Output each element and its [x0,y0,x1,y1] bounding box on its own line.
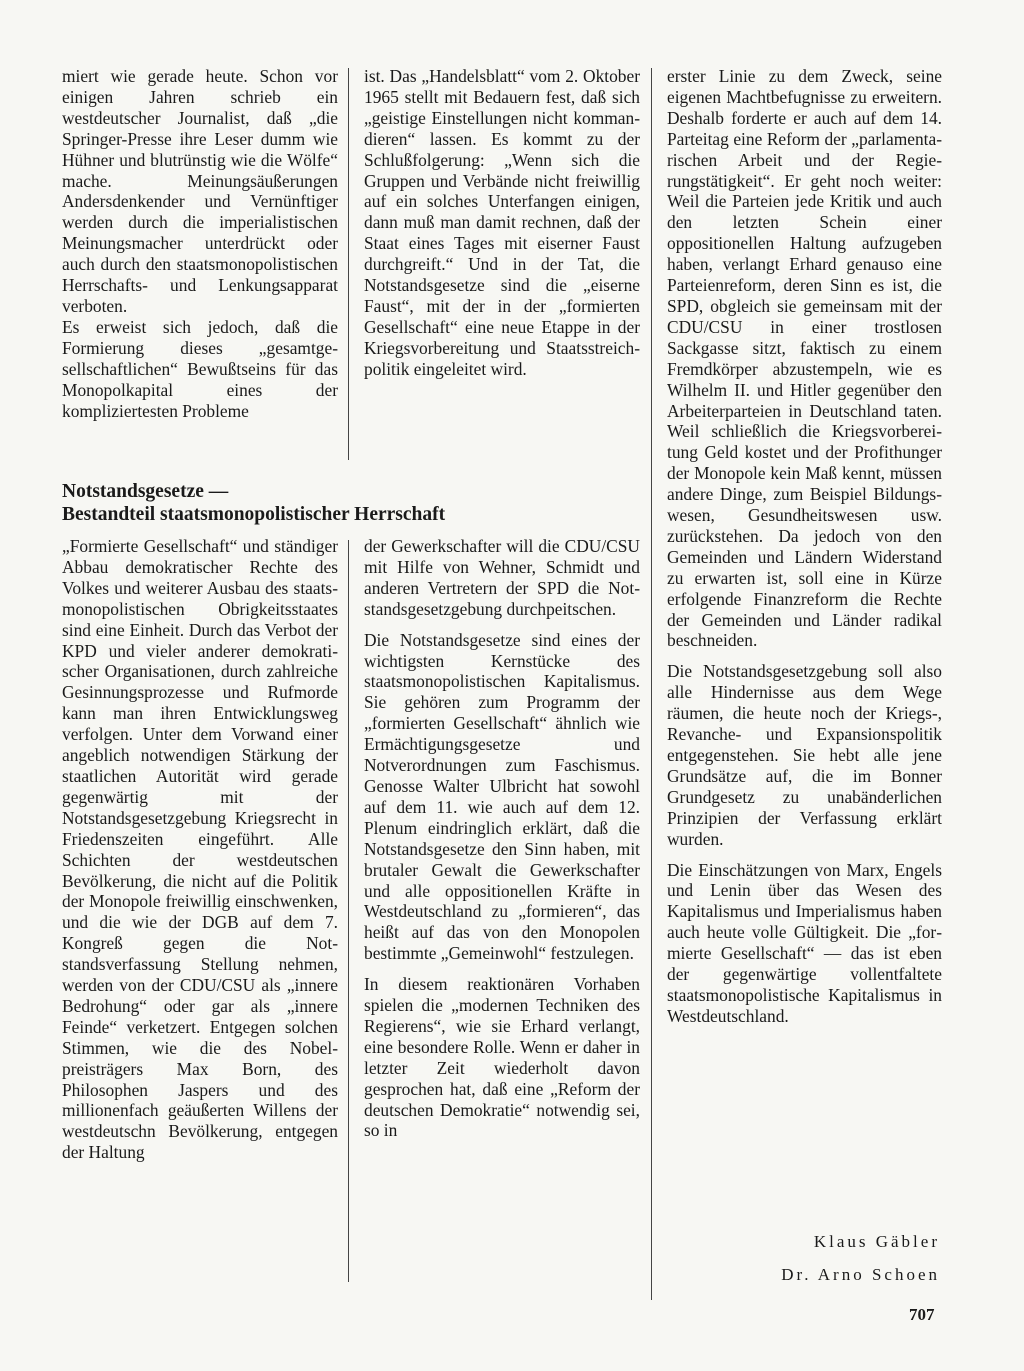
paragraph: Die Notstandsgesetzgebung soll also alle Hindernisse aus dem Wege räumen, die heute noch der Kriegs-, Revanche- und Expansionspolitik entgegenstehen. Sie hebt alle jene Grundsätze auf, die im Bonner Grundgesetz zu unabänderlichen Prinzipien der Verfassung erklärt wurden. [667,661,942,849]
paragraph: Die Einschätzungen von Marx, Engels und Lenin über das Wesen des Kapitalismus und Imperialismus haben auch heute volle Gültigkeit. Die „formierte Gesellschaft“ — das ist eben der gegenwärtige vollentfaltete staatsmonopolistische Kapitalismus in Westdeutschland. [667,859,942,1026]
paragraph: Die Notstandsgesetze sind eines der wichtigsten Kernstücke des staatsmonopolistischen Kapitalismus. Sie gehören zum Programm der „formierten Gesellschaft“ ähnlich wie Ermächtigungsgesetze und Notverordnungen zum Faschismus. Genosse Walter Ulbricht hat sowohl auf dem 11. wie auch auf dem 12. Plenum eindringlich erklärt, daß die Notstandsgesetze den Sinn haben, mit brutaler Gewalt die Gewerkschafter und alle oppositionellen Kräfte in Westdeutschland zu „formieren“, das heißt auf das von den Monopolen bestimmte „Gemeinwohl“ festzulegen. [364,629,640,964]
author-name: Dr. Arno Schoen [781,1265,940,1284]
column-divider [348,68,349,460]
paragraph: miert wie gerade heute. Schon vor einigen Jahren schrieb ein westdeutscher Journalist, daß „die Springer-Presse ihre Leser dumm wie Hühner und blutrünstig wie die Wölfe“ mache. Meinungsäußerungen Andersdenkender und Vernünftiger werden durch die imperialistischen Meinungsmacher unterdrückt oder auch durch den staatsmonopolistischen Herrschafts- und Lenkungsapparat verboten. [62,66,338,316]
section-heading [62,480,622,526]
column-1-top [62,66,338,421]
column-1-bottom [62,536,338,1163]
column-2-top [364,66,640,380]
paragraph: „Formierte Gesellschaft“ und ständiger Abbau demokratischer Rechte des Volkes und weiterer Ausbau des staatsmonopolistischen Obrigkeitsstaates sind eine Einheit. Durch das Verbot der KPD und vieler anderer demokratischer Organisationen, durch zahlreiche Gesinnungsprozesse und Rufmorde kann man ihren Entwicklungsweg verfolgen. Unter dem Vorwand einer angeblich notwendigen Stärkung der staatlichen Autorität wird gerade gegenwärtig mit der Notstandsgesetzgebung Kriegsrecht in Friedenszeiten eingeführt. Alle Schichten der westdeutschen Bevölkerung, die nicht auf die Politik der Monopole freiwillig einschwenken, und die wie der DGB auf dem 7. Kongreß gegen die Notstandsverfassung Stellung nehmen, werden von der CDU/CSU als „innere Bedrohung“ oder gar als „innere Feinde“ verketzert. Entgegen solchen Stimmen, wie die des Nobelpreisträgers Max Born, des Philosophen Jaspers und des millionenfach geäußerten Willens der westdeutschn Bevölkerung, entgegen der Haltung [62,536,338,1163]
column-2-bottom [364,536,640,1141]
heading-line-1: Notstandsgesetze — [62,481,229,502]
page-number: 707 [909,1305,935,1324]
heading-line-2: Bestandteil staatsmonopolistischer Herrschaft [62,504,446,525]
paragraph: Es erweist sich jedoch, daß die Formierung dieses „gesamtgesellschaftlichen“ Bewußtseins für das Monopolkapital eines der kompliziertesten Probleme [62,316,338,421]
column-3 [667,66,942,1027]
paragraph: der Gewerkschafter will die CDU/CSU mit Hilfe von Wehner, Schmidt und anderen Vertretern der SPD die Notstandsgesetzgebung durchpeitschen. [364,536,640,619]
author-name: Klaus Gäbler [813,1232,940,1251]
paragraph: ist. Das „Handelsblatt“ vom 2. Oktober 1965 stellt mit Bedauern fest, daß sich „geistige Einstellungen nicht kommandieren“ lassen. Es kommt zu der Schlußfolgerung: „Wenn sich die Gruppen und Verbände nicht freiwillig auf ein solches Unterfangen einigen, dann muß man damit rechnen, daß der Staat eines Tages mit eiserner Faust durchgreift.“ Und in der Tat, die Notstandsgesetze sind die „eiserne Faust“, mit der in der „formierten Gesellschaft“ eine neue Etappe in der Kriegsvorbereitung und Staatsstreichpolitik eingeleitet wird. [364,66,640,379]
column-divider [348,540,349,1282]
paragraph: In diesem reaktionären Vorhaben spielen die „modernen Techniken des Regierens“, wie sie Erhard verlangt, eine besondere Rolle. Wenn er daher in letzter Zeit wiederholt davon gesprochen hat, daß eine „Reform der deutschen Demokratie“ notwendig sei, so in [364,974,640,1141]
column-divider [651,68,652,1300]
paragraph: erster Linie zu dem Zweck, seine eigenen Machtbefugnisse zu erweitern. Deshalb forderte er auch auf dem 14. Parteitag eine Reform der „parlamentarischen Arbeit und der Regierungstätigkeit“. Er geht noch weiter: Weil die Parteien jede Kritik und auch den letzten Schein einer oppositionellen Haltung aufzugeben haben, verlangt Erhard genauso eine Parteienreform, deren Sinn es ist, die SPD, obgleich sie gemeinsam mit der CDU/CSU in einer trostlosen Sackgasse sitzt, faktisch zu einem Fremdkörper abzustempeln, wie es Wilhelm II. und Hitler gegenüber den Arbeiterparteien in Deutschland taten. Weil schließlich die Kriegsvorbereitung Geld kostet und der Profithunger der Monopole kein Maß kennt, müssen andere Dinge, zum Beispiel Bildungswesen, Gesundheitswesen usw. zurückstehen. Da jedoch von den Gemeinden und Ländern Widerstand zu erwarten ist, soll eine in Kürze erfolgende Finanzreform die Rechte der Gemeinden und Länder radikal beschneiden. [667,66,942,651]
